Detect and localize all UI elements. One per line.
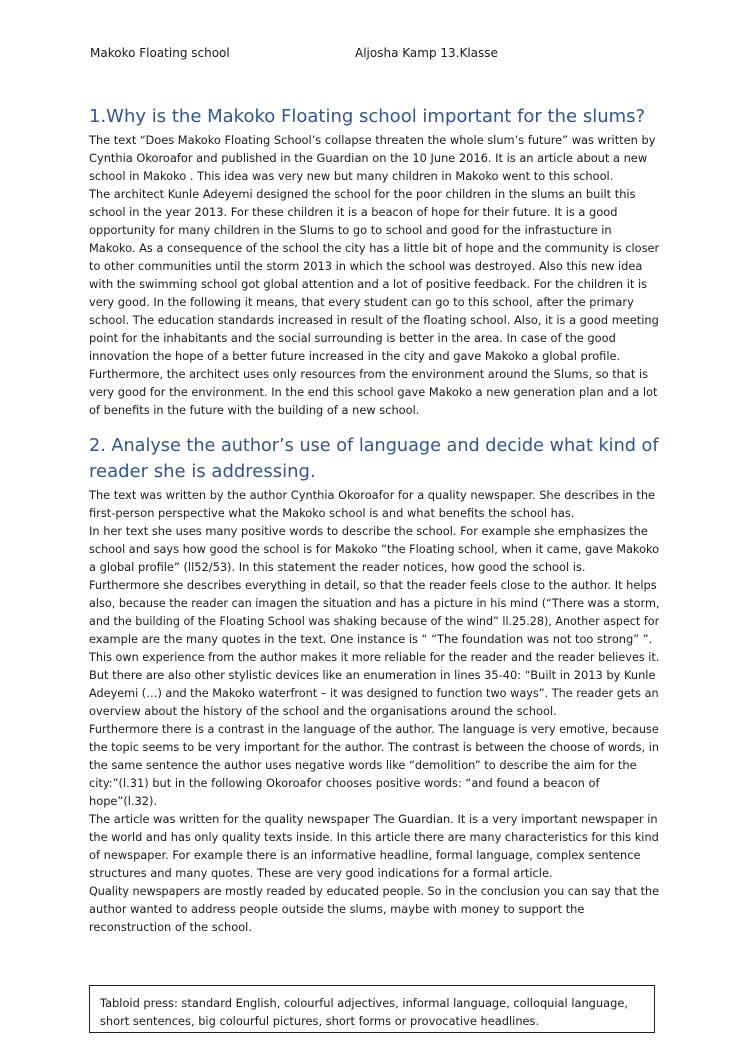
text-line: The architect Kunle Adeyemi designed the school for the poor children in the slums an built this [89, 187, 636, 201]
text-line: school and says how good the school is for Makoko “the Floating school, when it came, gave Makoko [89, 542, 660, 556]
text-line: This own experience from the author makes it more reliable for the reader and the reader believes it. [89, 650, 660, 664]
text-line: and the building of the Floating School was shaking because of the wind” ll.25.28), Another aspect for [89, 614, 660, 628]
text-line: reconstruction of the school. [89, 920, 252, 934]
header-author: Aljosha Kamp 13.Klasse [355, 46, 498, 60]
tabloid-note-box [89, 985, 655, 1033]
text-line: hope”(l.32). [89, 794, 158, 808]
text-line: very good. In the following it means, that every student can go to this school, after the primary [89, 295, 634, 309]
text-line: first-person perspective what the Makoko school is and what benefits the school has. [89, 506, 575, 520]
section1-text [89, 131, 659, 419]
text-line: But there are also other stylistic devices like an enumeration in lines 35-40: “Built in 2013 by Kunle [89, 668, 656, 682]
section2-text [89, 486, 659, 936]
text-line: overview about the history of the school and the organisations around the school. [89, 704, 557, 718]
text-line: In her text she uses many positive words to describe the school. For example she emphasizes the [89, 524, 648, 538]
text-line: author wanted to address people outside the slums, maybe with money to support the [89, 902, 585, 916]
text-line: of benefits in the future with the building of a new school. [89, 403, 420, 417]
text-line: very good for the environment. In the end this school gave Makoko a new generation plan and a lot [89, 385, 658, 399]
text-line: the world and has only quality texts inside. In this article there are many characteristics for this kind [89, 830, 659, 844]
section-spacer [89, 419, 659, 433]
text-line: example are the many quotes in the text. One instance is “ “The foundation was not too strong” ”. [89, 632, 653, 646]
text-line: Adeyemi (…) and the Makoko waterfront – it was designed to function two ways”. The reader gets an [89, 686, 659, 700]
text-line: school. The education standards increased in result of the floating school. Also, it is a good meeting [89, 313, 659, 327]
text-line: also, because the reader can imagen the situation and has a picture in his mind (“There was a storm, [89, 596, 660, 610]
text-line: the topic seems to be very important for the author. The contrast is between the choose of words, in [89, 740, 660, 754]
section2-heading [89, 433, 659, 485]
note-line: short sentences, big colourful pictures, short forms or provocative headlines. [100, 1014, 540, 1028]
text-line: The article was written for the quality newspaper The Guardian. It is a very important newspaper in [89, 812, 658, 826]
text-line: opportunity for many children in the Slums to go to school and good for the infrastucture in [89, 223, 612, 237]
text-line: The text was written by the author Cynthia Okoroafor for a quality newspaper. She describes in the [89, 488, 656, 502]
page-header [90, 46, 660, 64]
note-line: Tabloid press: standard English, colourful adjectives, informal language, colloquial language, [100, 996, 628, 1010]
text-line: Cynthia Okoroafor and published in the Guardian on the 10 June 2016. It is an article about a new [89, 151, 648, 165]
text-line: with the swimming school got global attention and a lot of positive feedback. For the children it is [89, 277, 648, 291]
text-line: of newspaper. For example there is an informative headline, formal language, complex sentence [89, 848, 641, 862]
text-line: a global profile” (ll52/53). In this statement the reader notices, how good the school is. [89, 560, 586, 574]
header-title: Makoko Floating school [90, 46, 230, 60]
text-line: Furthermore there is a contrast in the language of the author. The language is very emotive, because [89, 722, 659, 736]
heading-line: reader she is addressing. [89, 461, 316, 482]
section1-heading: 1.Why is the Makoko Floating school important for the slums? [89, 106, 646, 127]
text-line: city:”(l.31) but in the following Okoroafor chooses positive words: “and found a beacon of [89, 776, 600, 790]
text-line: the same sentence the author uses negative words like “demolition” to describe the aim for the [89, 758, 637, 772]
heading-line: 2. Analyse the author’s use of language and decide what kind of [89, 435, 659, 456]
text-line: school in the year 2013. For these children it is a beacon of hope for their future. It is a good [89, 205, 618, 219]
text-line: Furthermore, the architect uses only resources from the environment around the Slums, so that is [89, 367, 649, 381]
text-line: structures and many quotes. These are very good indications for a formal article. [89, 866, 553, 880]
text-line: school in Makoko . This idea was very new but many children in Makoko went to this school. [89, 169, 614, 183]
text-line: Makoko. As a consequence of the school the city has a little bit of hope and the community is closer [89, 241, 660, 255]
text-line: point for the inhabitants and the social surrounding is better in the area. In case of the good [89, 331, 616, 345]
document-body [89, 104, 659, 936]
text-line: innovation the hope of a better future increased in the city and gave Makoko a global profile. [89, 349, 621, 363]
text-line: The text “Does Makoko Floating School’s collapse threaten the whole slum’s future” was written by [89, 133, 656, 147]
text-line: Furthermore she describes everything in detail, so that the reader feels close to the author. It helps [89, 578, 657, 592]
text-line: to other communities until the storm 2013 in which the school was destroyed. Also this new idea [89, 259, 643, 273]
text-line: Quality newspapers are mostly readed by educated people. So in the conclusion you can say that the [89, 884, 659, 898]
